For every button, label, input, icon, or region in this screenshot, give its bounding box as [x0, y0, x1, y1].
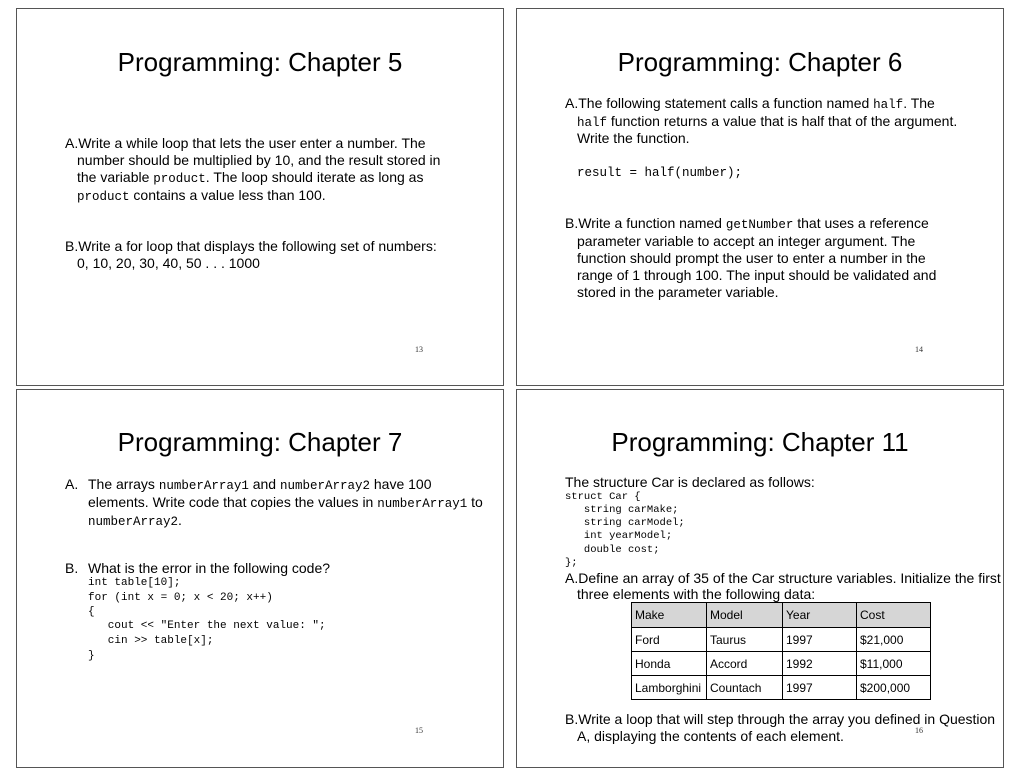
table-cell: 1992	[783, 652, 857, 676]
code-product: product	[153, 172, 206, 186]
slide-title: Programming: Chapter 11	[611, 427, 909, 457]
page-number: 16	[915, 726, 923, 735]
table-cell: Accord	[707, 652, 783, 676]
code-line-3: {	[88, 606, 95, 618]
question-a-line-3: Write the function.	[577, 130, 690, 146]
question-a-line-2: half function returns a value that is half that of the argument.	[577, 113, 958, 130]
table-row	[632, 628, 931, 652]
table-header-row	[632, 603, 931, 628]
question-a-line-2: number should be multiplied by 10, and the result stored in	[77, 152, 441, 168]
slide-chapter-11	[516, 389, 1004, 768]
struct-line-4: int yearModel;	[565, 530, 673, 542]
code-half: half	[873, 98, 904, 112]
question-b-line-1: What is the error in the following code?	[88, 560, 331, 576]
code-line-6: }	[88, 650, 95, 662]
question-b-line-2: parameter variable to accept an integer argument. The	[577, 233, 916, 249]
question-a-line-1: A.Write a while loop that lets the user enter a number. The	[65, 135, 426, 151]
code-statement: result = half(number);	[577, 166, 743, 180]
car-data-table	[631, 602, 931, 700]
intro-text: The structure Car is declared as follows:	[565, 474, 815, 490]
question-a-line-1: The arrays numberArray1 and numberArray2 have 100	[88, 476, 432, 493]
table-cell: Honda	[632, 652, 707, 676]
table-cell: 1997	[783, 676, 857, 700]
code-line-5: cin >> table[x];	[88, 635, 214, 647]
question-a-line-3: numberArray2.	[88, 512, 182, 529]
question-a-line-3: the variable product. The loop should iterate as long as	[77, 169, 424, 186]
table-cell: $200,000	[857, 676, 931, 700]
question-a-label: A.	[65, 476, 79, 492]
table-row	[632, 652, 931, 676]
table-cell: 1997	[783, 628, 857, 652]
table-header-cell: Year	[783, 603, 857, 628]
question-a-line-4: product contains a value less than 100.	[77, 187, 326, 204]
page-number: 13	[415, 345, 423, 354]
table-cell: Countach	[707, 676, 783, 700]
table-header-cell: Model	[707, 603, 783, 628]
code-line-1: int table[10];	[88, 577, 181, 589]
question-a-line-2: elements. Write code that copies the values in numberArray1 to	[88, 494, 483, 511]
question-b-line-1: B.Write a function named getNumber that uses a reference	[565, 215, 929, 232]
table-header-cell: Make	[632, 603, 707, 628]
table-cell: $21,000	[857, 628, 931, 652]
question-b-line-4: range of 1 through 100. The input should be validated and	[577, 267, 937, 283]
struct-line-5: double cost;	[565, 544, 660, 556]
code-numberarray2: numberArray2	[88, 515, 179, 529]
question-a-line-1: A.The following statement calls a function named half. The	[565, 95, 935, 112]
code-half: half	[577, 116, 608, 130]
code-numberarray1: numberArray1	[158, 479, 249, 493]
question-a-line-2: three elements with the following data:	[577, 586, 816, 602]
slide-chapter-5	[16, 8, 504, 386]
code-line-2: for (int x = 0; x < 20; x++)	[88, 592, 273, 604]
struct-line-1: struct Car {	[565, 491, 641, 503]
question-b-line-1: B.Write a for loop that displays the following set of numbers:	[65, 238, 437, 254]
question-b-line-3: function should prompt the user to enter a number in the	[577, 250, 926, 266]
question-a-line-1: A.Define an array of 35 of the Car structure variables. Initialize the first	[565, 570, 1001, 586]
slide-title: Programming: Chapter 5	[117, 47, 403, 77]
table-cell: Lamborghini	[632, 676, 707, 700]
code-line-4: cout << "Enter the next value: ";	[88, 620, 326, 632]
code-getnumber: getNumber	[725, 218, 794, 232]
question-b-line-1: B.Write a loop that will step through the array you defined in Question	[565, 711, 996, 727]
page-number: 15	[415, 726, 423, 735]
struct-line-2: string carMake;	[565, 504, 679, 516]
table-cell: $11,000	[857, 652, 931, 676]
table-row	[632, 676, 931, 700]
struct-line-6: };	[565, 557, 578, 569]
code-product: product	[77, 190, 130, 204]
slide-chapter-7	[16, 389, 504, 768]
code-numberarray2: numberArray2	[279, 479, 370, 493]
question-b-label: B.	[65, 560, 79, 576]
struct-line-3: string carModel;	[565, 517, 685, 529]
table-header-cell: Cost	[857, 603, 931, 628]
slide-title: Programming: Chapter 6	[617, 47, 903, 77]
table-cell: Ford	[632, 628, 707, 652]
table-cell: Taurus	[707, 628, 783, 652]
question-b-line-2: 0, 10, 20, 30, 40, 50 . . . 1000	[77, 255, 260, 271]
code-numberarray1: numberArray1	[377, 497, 468, 511]
slide-title: Programming: Chapter 7	[117, 427, 403, 457]
page-number: 14	[915, 345, 923, 354]
question-b-line-2: A, displaying the contents of each element.	[577, 728, 844, 744]
question-b-line-5: stored in the parameter variable.	[577, 284, 779, 300]
slide-chapter-6	[516, 8, 1004, 386]
